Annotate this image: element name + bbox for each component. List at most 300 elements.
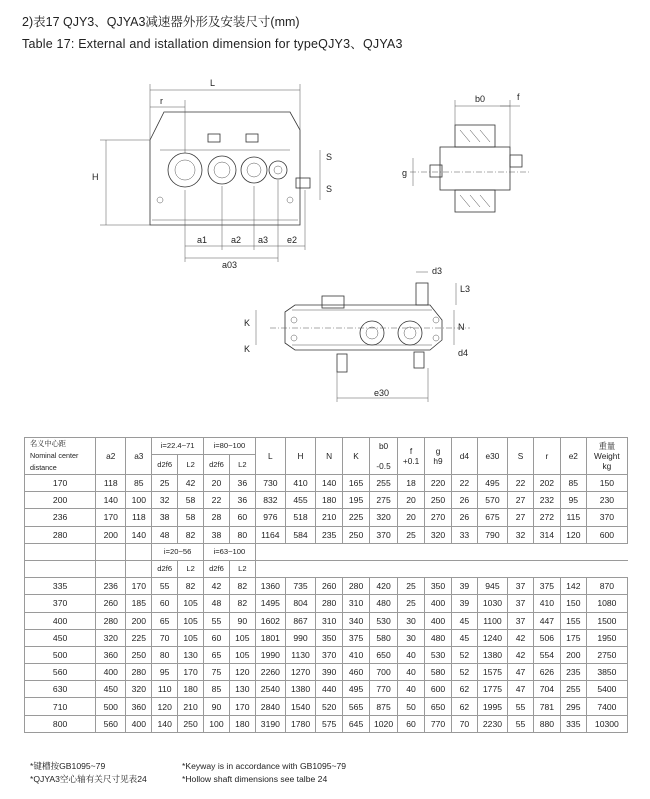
table-cell: 1360 xyxy=(255,578,285,595)
table-cell: 600 xyxy=(425,681,452,698)
table-cell: 350 xyxy=(425,578,452,595)
table-cell: 1100 xyxy=(477,612,507,629)
table-cell: 175 xyxy=(560,629,586,646)
table-cell: 2230 xyxy=(477,715,507,732)
table-cell: 48 xyxy=(204,595,230,612)
table-cell: 55 xyxy=(204,612,230,629)
table-cell: 32 xyxy=(508,526,534,543)
header-f: f +0.1 xyxy=(398,438,425,475)
table-cell: 520 xyxy=(316,698,343,715)
table-cell: 314 xyxy=(533,526,560,543)
table-cell: 370 xyxy=(316,646,343,663)
table-cell: 37 xyxy=(508,578,534,595)
table-cell: 580 xyxy=(425,664,452,681)
table-cell: 180 xyxy=(316,492,343,509)
label-N: N xyxy=(458,322,465,332)
table-cell: 42 xyxy=(178,475,204,492)
table-cell: 420 xyxy=(370,578,398,595)
table-cell: 280 xyxy=(316,595,343,612)
table-cell: 85 xyxy=(204,681,230,698)
table-mid-header xyxy=(25,543,628,577)
table-cell: 140 xyxy=(316,475,343,492)
footnote-right xyxy=(182,760,346,786)
header-a2: a2 xyxy=(96,438,126,475)
table-cell: 255 xyxy=(370,475,398,492)
header-row-1 xyxy=(25,438,628,455)
label-e2: e2 xyxy=(287,235,298,245)
table-cell: 25 xyxy=(398,578,425,595)
table-cell: 370 xyxy=(586,509,627,526)
table-cell: 565 xyxy=(343,698,370,715)
footnote-hollow-en: *Hollow shaft dimensions see talbe 24 xyxy=(182,774,328,784)
header-r: r xyxy=(533,438,560,475)
table-cell: 280 xyxy=(25,526,96,543)
label-e30: e30 xyxy=(374,388,390,398)
table-cell: 450 xyxy=(96,681,126,698)
table-cell: 280 xyxy=(343,578,370,595)
page-title-cn: 2)表17 QJY3、QJYA3减速器外形及安装尺寸(mm) xyxy=(22,15,300,29)
table-cell: 250 xyxy=(126,646,152,663)
top-view-drawing xyxy=(244,266,470,402)
table-cell: 55 xyxy=(508,698,534,715)
table-cell: 90 xyxy=(204,698,230,715)
table-cell: 65 xyxy=(152,612,178,629)
label-b0: b0 xyxy=(475,94,486,104)
mid-header-row-2 xyxy=(25,560,628,577)
table-cell: 225 xyxy=(126,629,152,646)
table-cell: 225 xyxy=(343,509,370,526)
table-cell: 630 xyxy=(25,681,96,698)
table-cell: 236 xyxy=(25,509,96,526)
label-L: L xyxy=(210,78,216,88)
table-cell: 870 xyxy=(586,578,627,595)
table-cell: 295 xyxy=(560,698,586,715)
header-L2-3: L2 xyxy=(178,560,204,577)
table-row xyxy=(25,595,628,612)
table-row xyxy=(25,526,628,543)
table-cell: 30 xyxy=(398,629,425,646)
table-cell: 26 xyxy=(451,509,477,526)
table-cell: 1380 xyxy=(477,646,507,663)
table-cell: 260 xyxy=(96,595,126,612)
side-view-drawing xyxy=(402,92,530,212)
table-cell: 5400 xyxy=(586,681,627,698)
table-cell: 584 xyxy=(285,526,315,543)
table-cell: 560 xyxy=(96,715,126,732)
table-cell: 1270 xyxy=(285,664,315,681)
table-cell: 704 xyxy=(533,681,560,698)
table-cell: 110 xyxy=(152,681,178,698)
table-cell: 480 xyxy=(425,629,452,646)
table-cell: 60 xyxy=(398,715,425,732)
table-cell: 60 xyxy=(204,629,230,646)
table-cell: 450 xyxy=(25,629,96,646)
table-cell: 1495 xyxy=(255,595,285,612)
table-row xyxy=(25,612,628,629)
table-cell: 580 xyxy=(370,629,398,646)
table-cell: 85 xyxy=(126,475,152,492)
table-cell: 39 xyxy=(451,595,477,612)
table-cell: 1801 xyxy=(255,629,285,646)
table-cell: 82 xyxy=(178,526,204,543)
table-cell: 62 xyxy=(451,681,477,698)
table-cell: 40 xyxy=(398,646,425,663)
table-cell: 170 xyxy=(25,475,96,492)
table-cell: 140 xyxy=(96,492,126,509)
header-g: g h9 xyxy=(425,438,452,475)
table-cell: 18 xyxy=(398,475,425,492)
table-cell: 180 xyxy=(229,715,255,732)
table-cell: 130 xyxy=(229,681,255,698)
header-N: N xyxy=(316,438,343,475)
table-cell: 100 xyxy=(126,492,152,509)
table-cell: 150 xyxy=(560,595,586,612)
table-cell: 55 xyxy=(152,578,178,595)
table-cell: 320 xyxy=(370,509,398,526)
table-cell: 280 xyxy=(96,612,126,629)
table-group-1 xyxy=(25,475,628,544)
table-cell: 70 xyxy=(152,629,178,646)
table-cell: 202 xyxy=(533,475,560,492)
table-cell: 232 xyxy=(533,492,560,509)
table-cell: 25 xyxy=(152,475,178,492)
label-L3: L3 xyxy=(460,284,471,294)
table-cell: 37 xyxy=(508,595,534,612)
table-cell: 626 xyxy=(533,664,560,681)
label-a2: a2 xyxy=(231,235,242,245)
table-cell: 230 xyxy=(586,492,627,509)
table-cell: 10300 xyxy=(586,715,627,732)
table-cell: 50 xyxy=(398,698,425,715)
table-cell: 375 xyxy=(533,578,560,595)
table-cell: 70 xyxy=(451,715,477,732)
table-cell: 400 xyxy=(425,612,452,629)
table-cell: 80 xyxy=(152,646,178,663)
header-nominal-distance: 名义中心距 Nominal center distance xyxy=(25,438,96,475)
table-cell: 32 xyxy=(152,492,178,509)
table-row xyxy=(25,681,628,698)
table-cell: 320 xyxy=(425,526,452,543)
table-cell: 100 xyxy=(204,715,230,732)
table-cell: 7400 xyxy=(586,698,627,715)
footnote-keyway-en: *Keyway is in accordance with GB1095~79 xyxy=(182,761,347,771)
header-L2-4: L2 xyxy=(229,560,255,577)
table-cell: 1602 xyxy=(255,612,285,629)
mid-header-row-1 xyxy=(25,543,628,560)
table-cell: 945 xyxy=(477,578,507,595)
header-L2-1: L2 xyxy=(178,455,204,475)
dimension-table xyxy=(24,437,628,733)
table-cell: 75 xyxy=(204,664,230,681)
table-cell: 120 xyxy=(229,664,255,681)
table-cell: 170 xyxy=(229,698,255,715)
table-cell: 790 xyxy=(477,526,507,543)
table-cell: 455 xyxy=(285,492,315,509)
table-cell: 2260 xyxy=(255,664,285,681)
label-g: g xyxy=(402,168,408,178)
table-cell: 400 xyxy=(96,664,126,681)
table-cell: 270 xyxy=(425,509,452,526)
table-cell: 1500 xyxy=(586,612,627,629)
table-cell: 530 xyxy=(370,612,398,629)
table-cell: 1380 xyxy=(285,681,315,698)
table-cell: 400 xyxy=(425,595,452,612)
header-S: S xyxy=(508,438,534,475)
table-cell: 210 xyxy=(316,509,343,526)
header-K: K xyxy=(343,438,370,475)
table-cell: 335 xyxy=(560,715,586,732)
table-header xyxy=(25,438,628,475)
label-S-1: S xyxy=(326,152,333,162)
table-cell: 48 xyxy=(152,526,178,543)
table-cell: 82 xyxy=(178,578,204,595)
table-cell: 26 xyxy=(451,492,477,509)
table-cell: 480 xyxy=(370,595,398,612)
table-cell: 52 xyxy=(451,646,477,663)
table-cell: 95 xyxy=(560,492,586,509)
table-cell: 140 xyxy=(126,526,152,543)
table-cell: 180 xyxy=(178,681,204,698)
table-cell: 447 xyxy=(533,612,560,629)
table-cell: 235 xyxy=(560,664,586,681)
table-cell: 200 xyxy=(126,612,152,629)
table-cell: 1995 xyxy=(477,698,507,715)
table-cell: 37 xyxy=(508,612,534,629)
header-e2: e2 xyxy=(560,438,586,475)
table-cell: 600 xyxy=(586,526,627,543)
table-cell: 115 xyxy=(560,509,586,526)
table-cell: 275 xyxy=(370,492,398,509)
footnote-keyway-cn: *键槽按GB1095~79 xyxy=(30,761,106,771)
table-cell: 20 xyxy=(398,492,425,509)
table-cell: 235 xyxy=(316,526,343,543)
table-cell: 95 xyxy=(152,664,178,681)
table-cell: 1950 xyxy=(586,629,627,646)
table-row xyxy=(25,492,628,509)
table-cell: 39 xyxy=(451,578,477,595)
table-cell: 360 xyxy=(126,698,152,715)
table-cell: 570 xyxy=(477,492,507,509)
table-cell: 310 xyxy=(343,595,370,612)
table-cell: 58 xyxy=(178,492,204,509)
table-cell: 236 xyxy=(96,578,126,595)
table-cell: 360 xyxy=(96,646,126,663)
table-cell: 272 xyxy=(533,509,560,526)
table-cell: 1130 xyxy=(285,646,315,663)
table-cell: 45 xyxy=(451,629,477,646)
table-cell: 38 xyxy=(152,509,178,526)
header-ratio-1: i=22.4~71 xyxy=(152,438,204,455)
table-cell: 575 xyxy=(316,715,343,732)
table-cell: 40 xyxy=(398,664,425,681)
table-cell: 875 xyxy=(370,698,398,715)
table-cell: 65 xyxy=(204,646,230,663)
table-cell: 22 xyxy=(451,475,477,492)
table-cell: 200 xyxy=(560,646,586,663)
label-a3: a3 xyxy=(258,235,269,245)
table-cell: 832 xyxy=(255,492,285,509)
table-cell: 800 xyxy=(25,715,96,732)
table-cell: 1164 xyxy=(255,526,285,543)
table-row xyxy=(25,715,628,732)
header-weight: 重量 Weight kg xyxy=(586,438,627,475)
table-cell: 80 xyxy=(229,526,255,543)
table-cell: 40 xyxy=(398,681,425,698)
header-d2f6-4: d2f6 xyxy=(204,560,230,577)
table-cell: 47 xyxy=(508,681,534,698)
table-cell: 645 xyxy=(343,715,370,732)
header-ratio-4: i=63~100 xyxy=(204,543,256,560)
label-d4: d4 xyxy=(458,348,469,358)
header-e30: e30 xyxy=(477,438,507,475)
table-cell: 730 xyxy=(255,475,285,492)
table-cell: 20 xyxy=(204,475,230,492)
table-cell: 700 xyxy=(370,664,398,681)
table-cell: 370 xyxy=(370,526,398,543)
label-a03: a03 xyxy=(222,260,238,270)
table-cell: 340 xyxy=(343,612,370,629)
table-cell: 185 xyxy=(126,595,152,612)
table-cell: 804 xyxy=(285,595,315,612)
table-cell: 675 xyxy=(477,509,507,526)
table-cell: 3190 xyxy=(255,715,285,732)
header-d2f6-2: d2f6 xyxy=(204,455,230,475)
table-cell: 22 xyxy=(204,492,230,509)
table-group-2 xyxy=(25,578,628,733)
footnote-left xyxy=(30,760,147,786)
table-cell: 2840 xyxy=(255,698,285,715)
table-cell: 976 xyxy=(255,509,285,526)
table-cell: 1775 xyxy=(477,681,507,698)
table-cell: 38 xyxy=(204,526,230,543)
table-cell: 400 xyxy=(25,612,96,629)
table-cell: 85 xyxy=(560,475,586,492)
label-r: r xyxy=(160,96,163,106)
table-cell: 105 xyxy=(178,612,204,629)
table-cell: 506 xyxy=(533,629,560,646)
table-cell: 25 xyxy=(398,595,425,612)
table-cell: 90 xyxy=(229,612,255,629)
front-view-drawing xyxy=(92,78,332,270)
table-cell: 320 xyxy=(96,629,126,646)
label-f: f xyxy=(517,92,520,102)
table-cell: 140 xyxy=(152,715,178,732)
table-cell: 30 xyxy=(398,612,425,629)
table-cell: 410 xyxy=(285,475,315,492)
table-cell: 781 xyxy=(533,698,560,715)
table-cell: 650 xyxy=(370,646,398,663)
table-cell: 105 xyxy=(229,646,255,663)
table-cell: 47 xyxy=(508,664,534,681)
table-cell: 320 xyxy=(126,681,152,698)
table-cell: 82 xyxy=(229,595,255,612)
table-cell: 650 xyxy=(425,698,452,715)
header-ratio-3: i=20~56 xyxy=(152,543,204,560)
table-cell: 27 xyxy=(508,509,534,526)
table-cell: 195 xyxy=(343,492,370,509)
table-cell: 105 xyxy=(229,629,255,646)
header-d2f6-3: d2f6 xyxy=(152,560,178,577)
table-cell: 554 xyxy=(533,646,560,663)
page-title-en: Table 17: External and istallation dimension for typeQJY3、QJYA3 xyxy=(22,37,403,51)
table-row xyxy=(25,646,628,663)
table-row xyxy=(25,509,628,526)
table-cell: 120 xyxy=(152,698,178,715)
table-cell: 880 xyxy=(533,715,560,732)
header-b0: b0 -0.5 xyxy=(370,438,398,475)
table-cell: 170 xyxy=(96,509,126,526)
table-cell: 1020 xyxy=(370,715,398,732)
table-cell: 36 xyxy=(229,492,255,509)
table-cell: 1080 xyxy=(586,595,627,612)
table-cell: 1990 xyxy=(255,646,285,663)
table-cell: 60 xyxy=(229,509,255,526)
table-cell: 142 xyxy=(560,578,586,595)
table-cell: 42 xyxy=(204,578,230,595)
table-cell: 2750 xyxy=(586,646,627,663)
table-row xyxy=(25,475,628,492)
table-cell: 460 xyxy=(343,664,370,681)
table-cell: 1030 xyxy=(477,595,507,612)
table-cell: 1540 xyxy=(285,698,315,715)
table-cell: 250 xyxy=(343,526,370,543)
table-cell: 867 xyxy=(285,612,315,629)
table-cell: 62 xyxy=(451,698,477,715)
table-cell: 200 xyxy=(96,526,126,543)
table-cell: 120 xyxy=(560,526,586,543)
table-cell: 500 xyxy=(25,646,96,663)
table-cell: 42 xyxy=(508,646,534,663)
label-S-2: S xyxy=(326,184,333,194)
table-cell: 250 xyxy=(178,715,204,732)
table-cell: 280 xyxy=(126,664,152,681)
table-cell: 530 xyxy=(425,646,452,663)
header-d4: d4 xyxy=(451,438,477,475)
table-cell: 770 xyxy=(370,681,398,698)
table-cell: 170 xyxy=(178,664,204,681)
table-cell: 1240 xyxy=(477,629,507,646)
table-cell: 495 xyxy=(477,475,507,492)
header-d2f6-1: d2f6 xyxy=(152,455,178,475)
table-cell: 2540 xyxy=(255,681,285,698)
table-cell: 495 xyxy=(343,681,370,698)
table-cell: 210 xyxy=(178,698,204,715)
table-cell: 250 xyxy=(425,492,452,509)
table-cell: 118 xyxy=(96,475,126,492)
table-cell: 735 xyxy=(285,578,315,595)
table-cell: 400 xyxy=(126,715,152,732)
label-K-2: K xyxy=(244,344,251,354)
table-cell: 220 xyxy=(425,475,452,492)
header-L: L xyxy=(255,438,285,475)
table-cell: 105 xyxy=(178,595,204,612)
table-row xyxy=(25,629,628,646)
label-H: H xyxy=(92,172,99,182)
table-cell: 335 xyxy=(25,578,96,595)
table-cell: 1575 xyxy=(477,664,507,681)
table-cell: 22 xyxy=(508,475,534,492)
table-cell: 155 xyxy=(560,612,586,629)
table-cell: 370 xyxy=(25,595,96,612)
table-cell: 45 xyxy=(451,612,477,629)
mid-header-blank xyxy=(25,543,96,560)
table-cell: 350 xyxy=(316,629,343,646)
table-cell: 55 xyxy=(508,715,534,732)
table-cell: 58 xyxy=(178,509,204,526)
table-cell: 710 xyxy=(25,698,96,715)
table-cell: 20 xyxy=(398,509,425,526)
table-cell: 410 xyxy=(343,646,370,663)
